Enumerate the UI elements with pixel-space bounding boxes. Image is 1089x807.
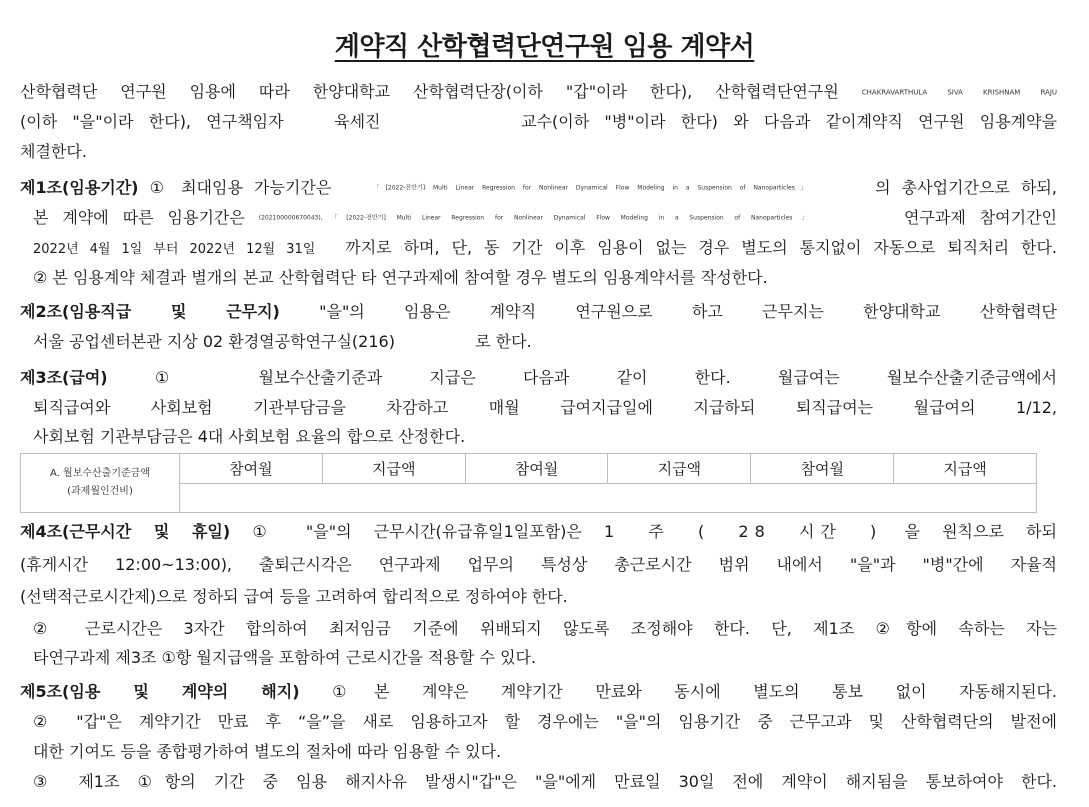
art3-line-2: 퇴직급여와 사회보험 기관부담금을 차감하고 매월 급여지급일에 지급하되 퇴직급여는 월급여의 1/12, — [33, 398, 1057, 417]
art1-text-2b: 연구과제 참여기간인 — [903, 208, 1057, 227]
art5-text-1: ①본 계약은 계약기간 만료와 동시에 별도의 통보 없이 자동해지된다. — [332, 682, 1057, 701]
art4-line-3: (선택적근로시간제)으로 정하되 급여 등을 고려하여 합리적으로 정하여야 한다. — [20, 587, 568, 606]
art1-text-3b: 까지로 하며, 단, 동 기간 이후 임용이 없는 경우 별도의 통지없이 자동으로 퇴직처리 한다. — [345, 238, 1057, 257]
art1-heading: 제1조(임용기간) — [20, 178, 139, 197]
col-header-amount-3: 지급액 — [894, 454, 1037, 484]
salary-label-line-2: (과제월인건비) — [67, 486, 133, 497]
col-header-amount-1: 지급액 — [322, 454, 465, 484]
intro-line-2 — [20, 110, 1057, 134]
col-header-month-1: 참여월 — [180, 454, 323, 484]
intro-line-3: 체결한다. — [20, 142, 87, 161]
intro-text-1: 산학협력단 연구원 임용에 따라 한양대학교 산학협력단장(이하 "갑"이라 한다), 산학협력단연구원 — [20, 82, 839, 101]
work-hours: 1 주 ( 28 시간 ) — [604, 522, 883, 541]
art1-line-1 — [20, 176, 1057, 201]
art4-text-1b: 을 원칙으로 하되 — [904, 522, 1057, 541]
salary-table-empty-row — [180, 484, 1037, 513]
art1-line-2 — [33, 206, 1057, 231]
contract-period: 2022년 4월 1일 부터 2022년 12월 31일 — [33, 242, 316, 257]
art4-line-1 — [20, 520, 1057, 544]
art5-line-3: 대한 기여도 등을 종합평가하여 별도의 절차에 따라 임용할 수 있다. — [33, 742, 502, 761]
project-title-1: 「[2022-전반기] Multi Linear Regression for Nonlinear Dynamical Flow Modeling in a Suspension of Nanoparticles」 — [373, 184, 813, 192]
art4-heading: 제4조(근무시간 및 휴일) — [20, 522, 231, 541]
col-header-month-3: 참여월 — [751, 454, 894, 484]
researcher-name: CHAKRAVARTHULA SIVA KRISHNAM RAJU — [861, 88, 1057, 97]
art1-text-1a: ① 최대임용 가능기간은 — [149, 178, 332, 197]
salary-table — [20, 453, 1037, 513]
art2-line-1 — [20, 300, 1057, 324]
art3-text-1: ① 월보수산출기준과 지급은 다음과 같이 한다. 월급여는 월보수산출기준금액에서 — [154, 368, 1057, 387]
work-location: 서울 공업센터본관 지상 02 환경열공학연구실(216) — [33, 332, 395, 351]
intro-line-1 — [20, 80, 1057, 105]
intro-text-2b: 교수(이하 "병"이라 한다) 와 다음과 같이계약직 연구원 임용계약을 — [521, 112, 1057, 131]
art5-line-1 — [20, 680, 1057, 704]
art4-line-5: 타연구과제 제3조 ①항 월지급액을 포함하여 근로시간을 적용할 수 있다. — [33, 648, 537, 667]
art5-line-4: ③ 제1조 ①항의 기간 중 임용 해지사유 발생시"갑"은 "을"에게 만료일 30일 전에 계약이 해지됨을 통보하여야 한다. — [33, 772, 1057, 791]
salary-label-line-1: A. 월보수산출기준금액 — [50, 468, 150, 479]
art3-heading: 제3조(급여) — [20, 368, 108, 387]
document-title: 계약직 산학협력단연구원 임용 계약서 — [334, 32, 755, 62]
col-header-amount-2: 지급액 — [608, 454, 751, 484]
art2-text-2b: 로 한다. — [475, 332, 532, 351]
project-title-2: (202100000670043),「[2022-전반기] Multi Linear Regression for Nonlinear Dynamical Flow Modeling in a Suspension of Nanoparticles」 — [258, 214, 817, 222]
art5-line-2: ② "갑"은 계약기간 만료 후 “을”을 새로 임용하고자 할 경우에는 "을"의 임용기간 중 근무고과 및 산학협력단의 발전에 — [33, 712, 1057, 731]
art3-line-3: 사회보험 기관부담금은 4대 사회보험 요율의 합으로 산정한다. — [33, 427, 466, 446]
art4-line-4: ② 근로시간은 3자간 합의하여 최저임금 기준에 위배되지 않도록 조정해야 한다. 단, 제1조 ②항에 속하는 자는 — [33, 619, 1057, 638]
art1-text-1b: 의 총사업기간으로 하되, — [875, 178, 1057, 197]
art1-line-4: ② 본 임용계약 체결과 별개의 본교 산학협력단 타 연구과제에 참여할 경우 별도의 임용계약서를 작성한다. — [33, 268, 768, 287]
art4-line-2: (휴게시간 12:00~13:00), 출퇴근시각은 연구과제 업무의 특성상 총근로시간 범위 내에서 "을"과 "병"간에 자율적 — [20, 555, 1057, 574]
intro-text-2a: (이하 "을"이라 한다), 연구책임자 — [20, 112, 284, 131]
art2-heading: 제2조(임용직급 및 근무지) — [20, 302, 280, 321]
art2-line-2 — [33, 330, 1057, 354]
art3-line-1 — [20, 366, 1057, 390]
art5-heading: 제5조(임용 및 계약의 해지) — [20, 682, 300, 701]
col-header-month-2: 참여월 — [465, 454, 608, 484]
salary-table-label — [21, 454, 180, 513]
art2-text-1: "을"의 임용은 계약직 연구원으로 하고 근무지는 한양대학교 산학협력단 — [319, 302, 1057, 321]
art1-line-3 — [33, 236, 1057, 262]
art1-text-2a: 본 계약에 따른 임용기간은 — [33, 208, 245, 227]
pi-name: 육세진 — [334, 112, 381, 131]
art4-text-1a: ① "을"의 근무시간(유급휴일1일포함)은 — [252, 522, 582, 541]
